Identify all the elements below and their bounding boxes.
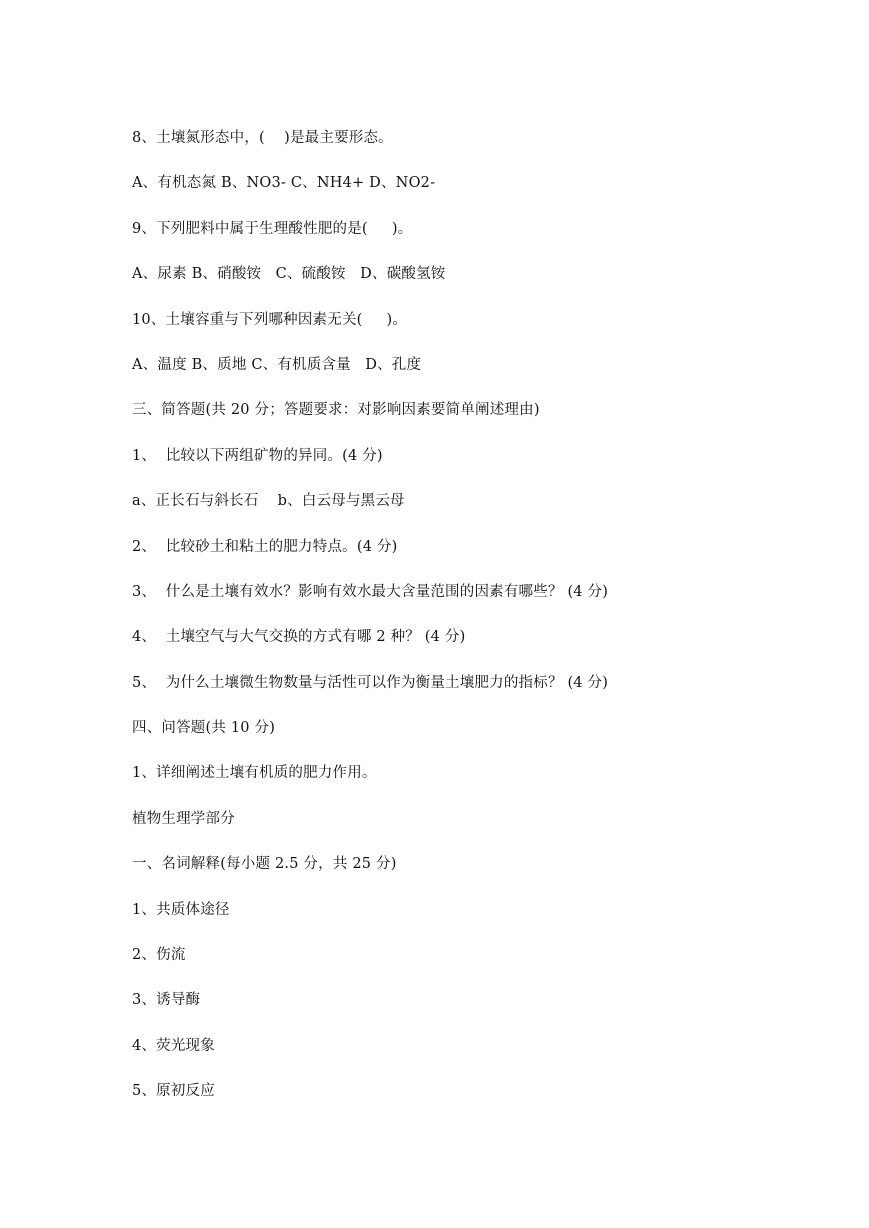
question-9-options: A、尿素 B、硝酸铵 C、硫酸铵 D、碳酸氢铵 (132, 266, 446, 283)
short-answer-2: 2、 比较砂土和粘土的肥力特点。(4 分) (132, 538, 398, 555)
question-9-text: 9、下列肥料中属于生理酸性肥的是( )。 (132, 220, 413, 237)
essay-question-1: 1、详细阐述土壤有机质的肥力作用。 (132, 765, 377, 782)
short-answer-1-subitems: a、正长石与斜长石 b、白云母与黑云母 (132, 493, 405, 510)
short-answer-3: 3、 什么是土壤有效水？影响有效水最大含量范围的因素有哪些？ (4 分) (132, 583, 609, 600)
section-terms-heading: 一、名词解释(每小题 2.5 分，共 25 分) (132, 856, 397, 873)
question-10-text: 10、土壤容重与下列哪种因素无关( )。 (132, 311, 408, 328)
term-1: 1、共质体途径 (132, 901, 230, 918)
short-answer-5: 5、 为什么土壤微生物数量与活性可以作为衡量土壤肥力的指标？ (4 分) (132, 674, 609, 691)
short-answer-4: 4、 土壤空气与大气交换的方式有哪 2 种？ (4 分) (132, 629, 466, 646)
question-8-text: 8、土壤氮形态中，( )是最主要形态。 (132, 130, 393, 146)
question-8-options: A、有机态氮 B、NO3- C、NH4+ D、NO2- (132, 175, 436, 192)
part-plant-physiology-heading: 植物生理学部分 (132, 810, 235, 827)
document-body (132, 128, 812, 1127)
term-4: 4、荧光现象 (132, 1037, 215, 1054)
question-10-options: A、温度 B、质地 C、有机质含量 D、孔度 (132, 356, 422, 373)
section-short-answer-heading: 三、简答题(共 20 分；答题要求：对影响因素要简单阐述理由) (132, 402, 540, 419)
term-5: 5、原初反应 (132, 1083, 215, 1100)
term-3: 3、诱导酶 (132, 992, 201, 1009)
short-answer-1: 1、 比较以下两组矿物的异同。(4 分) (132, 447, 383, 464)
section-essay-heading: 四、问答题(共 10 分) (132, 720, 276, 737)
term-2: 2、伤流 (132, 947, 186, 964)
